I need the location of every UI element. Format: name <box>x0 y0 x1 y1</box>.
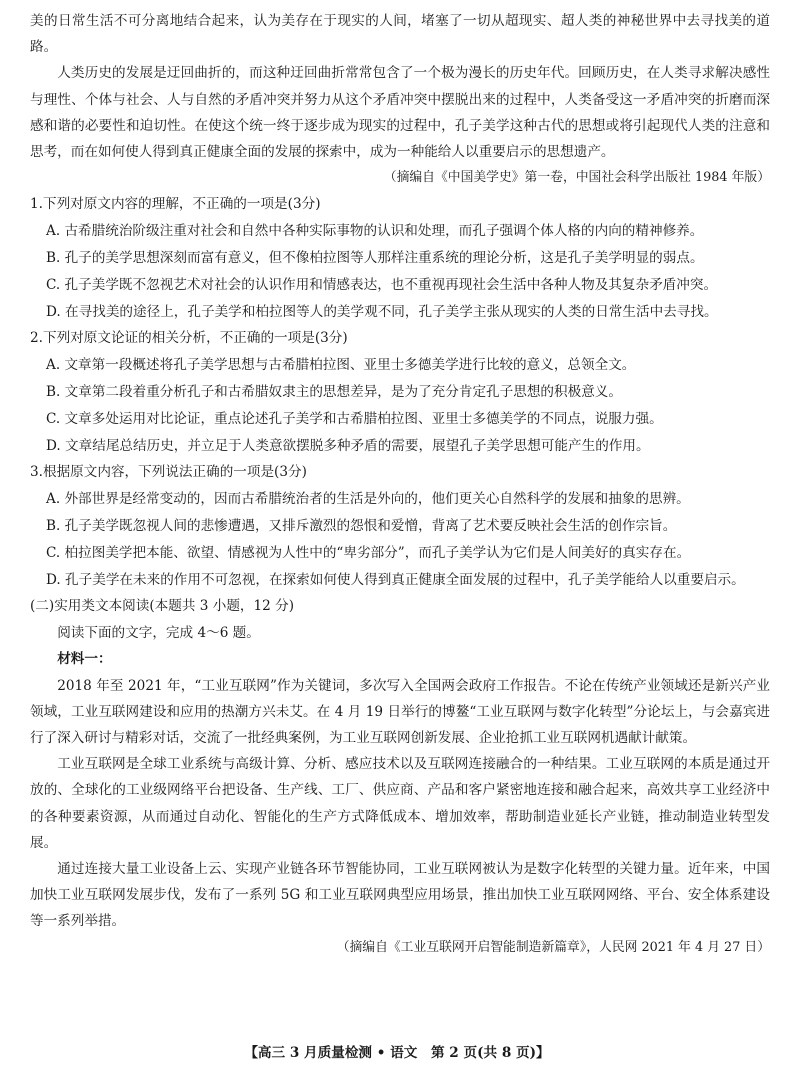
question-option: D. 在寻找美的途径上，孔子美学和柏拉图等人的美学观不同，孔子美学主张从现实的人类的日常生活中去寻找。 <box>46 303 718 320</box>
question-option: A. 古希腊统治阶级注重对社会和自然中各种实际事物的认识和处理，而孔子强调个体人格的内向的精神修养。 <box>46 223 704 240</box>
question-option: B. 孔子美学既忽视人间的悲惨遭遇，又排斥激烈的怨恨和爱憎，背离了艺术要反映社会生活的创作宗旨。 <box>46 517 677 534</box>
question-stem: 3.根据原文内容，下列说法正确的一项是(3分) <box>30 464 307 481</box>
question-option: B. 孔子的美学思想深刻而富有意义，但不像柏拉图等人那样注重系统的理论分析，这是孔子美学明显的弱点。 <box>46 250 704 267</box>
section-heading: (二)实用类文本阅读(本题共 3 小题，12 分) <box>30 598 295 615</box>
material-paragraph: 工业互联网是全球工业系统与高级计算、分析、感应技术以及互联网连接融合的一种结果。工业互联网的本质是通过开放的、全球化的工业级网络平台把设备、生产线、工厂、供应商、产品和客户紧密地连接和融合起来，高效共享工业经济中的各种要素资源，从而通过自动化、智能化的生产方式降低成本、增加效率，帮助制造业延长产业链，推动制造业转型发展。 <box>30 756 770 851</box>
material-paragraph: 2018 年至 2021 年，“工业互联网”作为关键词，多次写入全国两会政府工作报告。不论在传统产业领域还是新兴产业领域，工业互联网建设和应用的热潮方兴未艾。在 4 月 19 日举行的博鳌“工业互联网与数字化转型”分论坛上，与会嘉宾进行了深入研讨与精彩对话，交流了一批经典案例，为工业互联网创新发展、企业抢抓工业互联网机遇献计献策。 <box>30 677 770 746</box>
passage-source: （摘编自《中国美学史》第一卷，中国社会科学出版社 1984 年版） <box>383 170 770 186</box>
page-footer: 【高三 3 月质量检测 • 语文 第 2 页(共 8 页)】 <box>244 1045 550 1061</box>
question-option: A. 文章第一段概述将孔子美学思想与古希腊柏拉图、亚里士多德美学进行比较的意义，总领全文。 <box>46 357 636 374</box>
question-option: B. 文章第二段着重分析孔子和古希腊奴隶主的思想差异，是为了充分肯定孔子思想的积极意义。 <box>46 384 622 400</box>
passage-paragraph: 美的日常生活不可分离地结合起来，认为美存在于现实的人间，堵塞了一切从超现实、超人类的神秘世界中去寻找美的道路。 <box>30 13 770 56</box>
question-option: C. 文章多处运用对比论证，重点论述孔子美学和古希腊柏拉图、亚里士多德美学的不同点，说服力强。 <box>46 410 663 427</box>
question-stem: 2.下列对原文论证的相关分析，不正确的一项是(3分) <box>30 330 348 347</box>
section-instruction: 阅读下面的文字，完成 4～6 题。 <box>57 625 260 642</box>
question-option: D. 文章结尾总结历史，并立足于人类意欲摆脱多种矛盾的需要，展望孔子美学思想可能产生的作用。 <box>46 437 650 454</box>
exam-page <box>30 8 770 961</box>
question-option: C. 柏拉图美学把本能、欲望、情感视为人性中的“卑劣部分”，而孔子美学认为它们是人间美好的真实存在。 <box>46 544 691 561</box>
material-label: 材料一： <box>57 651 112 668</box>
question-stem: 1.下列对原文内容的理解，不正确的一项是(3分) <box>30 196 321 213</box>
question-option: D. 孔子美学在未来的作用不可忽视，在探索如何使人得到真正健康全面发展的过程中，孔子美学能给人以重要启示。 <box>46 571 745 588</box>
material-source: （摘编自《工业互联网开启智能制造新篇章》，人民网 2021 年 4 月 27 日） <box>336 939 770 955</box>
question-option: C. 孔子美学既不忽视艺术对社会的认识作用和情感表达，也不重视再现社会生活中各种人物及其复杂矛盾冲突。 <box>46 276 718 293</box>
passage-paragraph: 人类历史的发展是迂回曲折的，而这种迂回曲折常常包含了一个极为漫长的历史年代。回顾历史，在人类寻求解决感性与理性、个体与社会、人与自然的矛盾冲突并努力从这个矛盾冲突中摆脱出来的过程中，人类备受这一矛盾冲突的折磨而深感和谐的必要性和迫切性。在使这个统一终于逐步成为现实的过程中，孔子美学这种古代的思想或将引起现代人类的注意和思考，而在如何使人得到真正健康全面的发展的探索中，成为一种能给人以重要启示的思想遗产。 <box>30 65 770 161</box>
question-option: A. 外部世界是经常变动的，因而古希腊统治者的生活是外向的，他们更关心自然科学的发展和抽象的思辨。 <box>46 491 690 508</box>
material-paragraph: 通过连接大量工业设备上云、实现产业链各环节智能协同，工业互联网被认为是数字化转型的关键力量。近年来，中国加快工业互联网发展步伐，发布了一系列 5G 和工业互联网典型应用场景，推出加快工业互联网网络、平台、安全体系建设等一系列举措。 <box>30 861 770 930</box>
